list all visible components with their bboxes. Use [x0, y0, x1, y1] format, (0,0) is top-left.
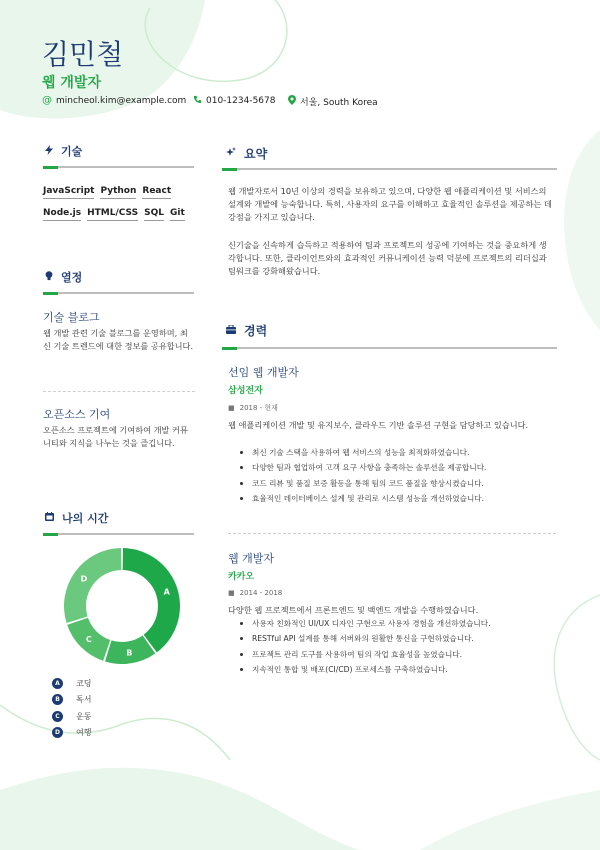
passions-title-text: 열정	[61, 271, 83, 284]
skill-tag: HTML/CSS	[87, 208, 138, 221]
legend-item	[52, 725, 91, 742]
lightbulb-icon	[45, 271, 53, 284]
job-title: 웹 개발자	[228, 552, 275, 565]
skill-tag: JavaScript	[43, 186, 94, 199]
experience-divider	[222, 347, 557, 349]
location-text: 서울, South Korea	[300, 98, 378, 108]
sparkle-icon	[226, 147, 236, 160]
job-company: 삼성전자	[228, 386, 263, 396]
mytime-section-title	[45, 510, 108, 526]
legend-badge: B	[52, 694, 63, 705]
candidate-name: 김민철	[42, 38, 124, 71]
legend-badge: A	[52, 678, 63, 689]
mytime-divider	[43, 533, 194, 535]
donut-slice-d	[64, 548, 121, 623]
legend-label: 코딩	[76, 678, 92, 688]
contact-location	[288, 95, 378, 108]
donut-label-c: C	[85, 635, 92, 645]
contact-phone[interactable]	[193, 95, 275, 107]
summary-title-text: 요약	[244, 147, 268, 161]
job-bullet: RESTful API 설계를 통해 서버와의 원활한 통신을 구현하였습니다.	[238, 631, 554, 646]
calendar-icon: ■	[228, 589, 235, 597]
summary-divider	[222, 168, 557, 170]
briefcase-icon	[226, 325, 236, 337]
candidate-role: 웹 개발자	[42, 75, 101, 91]
legend-label: 운동	[76, 711, 92, 721]
job-company: 카카오	[228, 572, 255, 582]
time-legend	[52, 675, 91, 741]
skills-list	[43, 186, 198, 230]
job-date-text: 2014 - 2018	[239, 589, 283, 597]
phone-icon	[193, 95, 202, 107]
job-bullet: 다양한 팀과 협업하여 고객 요구 사항을 충족하는 솔루션을 제공합니다.	[238, 460, 554, 475]
legend-item	[52, 692, 91, 709]
skill-tag: Python	[100, 186, 136, 199]
contact-email[interactable]	[42, 95, 186, 106]
passions-section-title	[45, 269, 82, 285]
legend-item	[52, 675, 91, 692]
skill-tag: SQL	[144, 208, 164, 221]
calendar-icon	[45, 512, 54, 524]
location-pin-icon	[288, 95, 296, 108]
legend-label: 독서	[76, 695, 92, 705]
job-date	[228, 589, 282, 597]
passion-separator	[43, 391, 195, 392]
calendar-icon: ■	[228, 404, 235, 412]
passions-divider	[43, 292, 194, 294]
legend-item	[52, 708, 91, 725]
job-separator	[228, 533, 556, 534]
email-text: mincheol.kim@example.com	[56, 95, 187, 106]
job-bullet: 지속적인 통합 및 배포(CI/CD) 프로세스를 구축하였습니다.	[238, 662, 554, 677]
passion-title: 오픈소스 기여	[43, 408, 111, 421]
donut-label-a: A	[163, 587, 170, 597]
summary-section-title	[226, 145, 267, 162]
skill-tag: Node.js	[43, 208, 81, 221]
at-icon: @	[42, 95, 52, 106]
time-donut-chart	[62, 546, 182, 666]
legend-badge: D	[52, 727, 63, 738]
job-bullet: 최신 기술 스택을 사용하여 웹 서비스의 성능을 최적화하였습니다.	[238, 445, 554, 460]
legend-label: 여행	[76, 728, 92, 738]
job-bullet: 코드 리뷰 및 품질 보증 활동을 통해 팀의 코드 품질을 향상시켰습니다.	[238, 476, 554, 491]
job-description: 다양한 웹 프로젝트에서 프론트엔드 및 백엔드 개발을 수행하였습니다.	[228, 605, 479, 615]
skill-tag: Git	[170, 208, 185, 221]
legend-badge: C	[52, 711, 63, 722]
job-description: 웹 애플리케이션 개발 및 유지보수, 클라우드 기반 솔루션 구현을 담당하고 있습니다.	[228, 420, 529, 430]
skills-divider	[43, 166, 194, 168]
job-date	[228, 403, 278, 413]
donut-slice-a	[123, 548, 180, 652]
job-bullets	[238, 616, 554, 678]
job-bullet: 효율적인 데이터베이스 설계 및 관리로 시스템 성능을 개선하였습니다.	[238, 491, 554, 506]
experience-section-title	[226, 322, 267, 339]
job-bullets	[238, 445, 554, 507]
job-bullet: 프로젝트 관리 도구를 사용하여 팀의 작업 효율성을 높였습니다.	[238, 647, 554, 662]
passion-desc: 웹 개발 관련 기술 블로그를 운영하며, 최신 기술 트렌드에 대한 정보를 공유합니다.	[43, 328, 194, 351]
experience-title-text: 경력	[244, 324, 268, 338]
job-date-text: 2018 - 현재	[239, 404, 278, 412]
summary-paragraph: 신기술을 신속하게 습득하고 적용하여 팀과 프로젝트의 성공에 기여하는 것을 중요하게 생각합니다. 또한, 클라이언트와의 효과적인 커뮤니케이션 능력 덕분에 프로젝트의 리더십과 팀워크를 강화해왔습니다.	[228, 240, 547, 277]
phone-text: 010-1234-5678	[206, 96, 276, 106]
job-bullet: 사용자 친화적인 UI/UX 디자인 구현으로 사용자 경험을 개선하였습니다.	[238, 616, 554, 631]
passion-desc: 오픈소스 프로젝트에 기여하여 개발 커뮤니티와 지식을 나누는 것을 즐깁니다.	[43, 425, 188, 448]
mytime-title-text: 나의 시간	[62, 512, 109, 525]
donut-label-b: B	[126, 648, 133, 658]
skills-section-title	[45, 143, 82, 159]
passion-title: 기술 블로그	[43, 311, 100, 324]
bolt-icon	[45, 145, 53, 158]
skills-title-text: 기술	[61, 145, 83, 158]
donut-label-d: D	[80, 574, 88, 584]
job-title: 선임 웹 개발자	[228, 366, 299, 379]
summary-paragraph: 웹 개발자로서 10년 이상의 경력을 보유하고 있으며, 다양한 웹 애플리케이션 및 서비스의 설계와 개발에 능숙합니다. 특히, 사용자의 요구를 이해하고 효율적인 솔루션을 제공하는 데 강점을 가지고 있습니다.	[228, 186, 552, 223]
skill-tag: React	[142, 186, 171, 199]
